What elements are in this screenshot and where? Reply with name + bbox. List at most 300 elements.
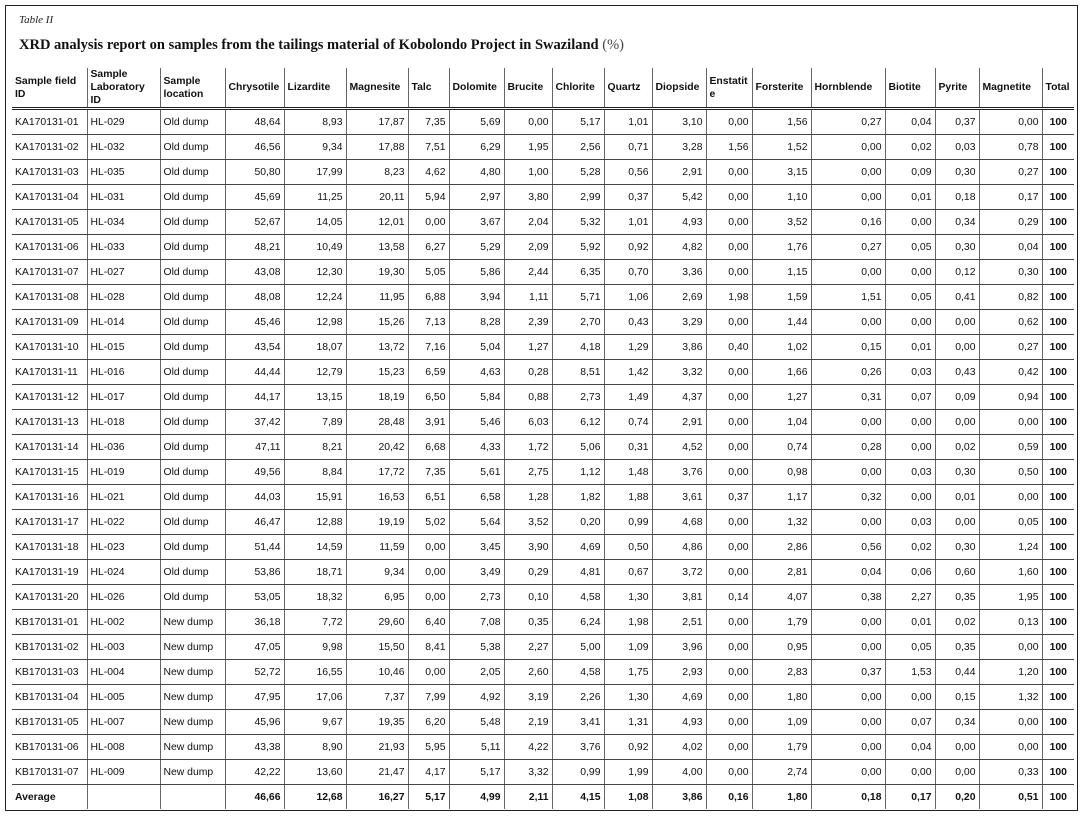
table-cell: 0,00 (706, 435, 752, 460)
table-cell: 0,00 (706, 260, 752, 285)
table-cell: 1,60 (979, 560, 1042, 585)
table-cell: 2,04 (504, 210, 552, 235)
table-row (12, 310, 1074, 335)
table-row (12, 510, 1074, 535)
table-row (12, 260, 1074, 285)
table-cell: 8,23 (346, 160, 408, 185)
column-header: Magnetite (979, 68, 1042, 109)
table-cell: 2,51 (652, 610, 706, 635)
table-cell: 0,92 (604, 735, 652, 760)
table-cell: 15,23 (346, 360, 408, 385)
table-cell: 0,00 (811, 710, 885, 735)
column-header: Biotite (885, 68, 935, 109)
table-cell: 0,07 (885, 385, 935, 410)
table-cell: 3,41 (552, 710, 604, 735)
table-cell: 0,00 (408, 660, 449, 685)
table-cell: 1,79 (752, 610, 811, 635)
table-cell: 0,16 (811, 210, 885, 235)
table-cell: 2,27 (504, 635, 552, 660)
table-cell: 0,34 (935, 210, 979, 235)
table-cell: New dump (160, 760, 225, 785)
table-cell: 3,52 (504, 510, 552, 535)
table-cell: 2,11 (504, 785, 552, 810)
table-cell: 48,08 (225, 285, 284, 310)
table-cell: 1,32 (752, 510, 811, 535)
table-row (12, 535, 1074, 560)
table-cell: 0,00 (706, 610, 752, 635)
table-cell: New dump (160, 610, 225, 635)
table-cell: 100 (1042, 385, 1074, 410)
table-cell: 6,12 (552, 410, 604, 435)
column-header: Lizardite (284, 68, 346, 109)
table-cell: 0,00 (979, 735, 1042, 760)
table-cell: HL-016 (87, 360, 160, 385)
table-cell: 0,00 (706, 535, 752, 560)
table-cell: Old dump (160, 435, 225, 460)
table-cell: 0,16 (706, 785, 752, 810)
table-cell: 37,42 (225, 410, 284, 435)
table-cell: KA170131-12 (12, 385, 87, 410)
table-cell: 0,78 (979, 135, 1042, 160)
table-cell: 2,39 (504, 310, 552, 335)
table-cell: 0,03 (935, 135, 979, 160)
table-cell: 0,37 (935, 109, 979, 135)
table-cell: HL-026 (87, 585, 160, 610)
table-cell: 0,02 (885, 535, 935, 560)
table-cell (87, 785, 160, 810)
table-cell: 100 (1042, 785, 1074, 810)
table-cell: 100 (1042, 285, 1074, 310)
table-cell: 2,73 (552, 385, 604, 410)
table-cell: 20,42 (346, 435, 408, 460)
table-cell: 17,88 (346, 135, 408, 160)
table-cell: 0,20 (935, 785, 979, 810)
table-cell: 0,02 (935, 435, 979, 460)
table-cell: 0,00 (885, 210, 935, 235)
table-cell: 0,00 (979, 109, 1042, 135)
table-cell: 46,56 (225, 135, 284, 160)
table-cell: KA170131-11 (12, 360, 87, 385)
table-cell: 45,46 (225, 310, 284, 335)
table-cell: 5,86 (449, 260, 504, 285)
table-cell: 5,94 (408, 185, 449, 210)
table-cell: 9,98 (284, 635, 346, 660)
table-cell: HL-018 (87, 410, 160, 435)
table-cell: 18,32 (284, 585, 346, 610)
table-cell: 100 (1042, 410, 1074, 435)
table-cell: 0,01 (885, 335, 935, 360)
table-cell: 4,81 (552, 560, 604, 585)
table-cell: 4,17 (408, 760, 449, 785)
table-cell: 1,01 (604, 210, 652, 235)
table-cell: 3,36 (652, 260, 706, 285)
table-cell: 2,19 (504, 710, 552, 735)
table-cell: 0,27 (811, 235, 885, 260)
table-cell: 0,43 (604, 310, 652, 335)
table-cell: 2,56 (552, 135, 604, 160)
table-cell: HL-014 (87, 310, 160, 335)
table-cell: 0,00 (706, 185, 752, 210)
table-cell: HL-005 (87, 685, 160, 710)
table-cell: KA170131-17 (12, 510, 87, 535)
table-cell: HL-009 (87, 760, 160, 785)
table-cell: 1,10 (752, 185, 811, 210)
table-cell: 100 (1042, 535, 1074, 560)
table-cell: 0,35 (504, 610, 552, 635)
table-row (12, 610, 1074, 635)
table-cell: 3,90 (504, 535, 552, 560)
table-cell: 0,00 (811, 610, 885, 635)
table-cell: 0,59 (979, 435, 1042, 460)
table-cell: 0,02 (885, 135, 935, 160)
table-cell: 52,67 (225, 210, 284, 235)
table-cell: 47,11 (225, 435, 284, 460)
table-cell: 0,27 (979, 160, 1042, 185)
column-header: Diopside (652, 68, 706, 109)
table-row (12, 735, 1074, 760)
table-cell: 46,66 (225, 785, 284, 810)
table-cell: 47,05 (225, 635, 284, 660)
table-cell: 4,18 (552, 335, 604, 360)
table-cell: 1,32 (979, 685, 1042, 710)
table-cell: 36,18 (225, 610, 284, 635)
table-cell: Old dump (160, 385, 225, 410)
table-cell: 0,00 (408, 535, 449, 560)
table-cell: 1,27 (752, 385, 811, 410)
table-cell: 2,09 (504, 235, 552, 260)
table-cell: 0,50 (604, 535, 652, 560)
table-cell: KB170131-02 (12, 635, 87, 660)
table-cell: 0,00 (811, 735, 885, 760)
table-cell: 5,69 (449, 109, 504, 135)
table-cell: 6,88 (408, 285, 449, 310)
column-header: Chrysotile (225, 68, 284, 109)
table-cell: 45,69 (225, 185, 284, 210)
table-cell: 100 (1042, 109, 1074, 135)
table-cell: 1,52 (752, 135, 811, 160)
column-header: Sample Laboratory ID (87, 68, 160, 109)
table-row (12, 135, 1074, 160)
table-cell: 0,17 (885, 785, 935, 810)
table-cell: 0,00 (935, 510, 979, 535)
table-cell: 2,83 (752, 660, 811, 685)
table-cell: 5,29 (449, 235, 504, 260)
table-cell: 11,95 (346, 285, 408, 310)
table-cell: 0,00 (408, 585, 449, 610)
table-cell: 7,35 (408, 460, 449, 485)
table-cell: 0,20 (552, 510, 604, 535)
table-cell: 12,68 (284, 785, 346, 810)
table-cell: 0,00 (706, 660, 752, 685)
table-cell: 2,27 (885, 585, 935, 610)
table-cell: 5,06 (552, 435, 604, 460)
table-cell: 5,46 (449, 410, 504, 435)
column-header: Chlorite (552, 68, 604, 109)
table-cell: 8,84 (284, 460, 346, 485)
table-cell: 4,07 (752, 585, 811, 610)
table-cell: KB170131-01 (12, 610, 87, 635)
table-cell: 3,86 (652, 785, 706, 810)
table-cell: 0,00 (935, 310, 979, 335)
table-cell: 1,53 (885, 660, 935, 685)
table-cell: 100 (1042, 510, 1074, 535)
table-cell: 1,51 (811, 285, 885, 310)
table-cell: 21,47 (346, 760, 408, 785)
table-cell: 0,00 (706, 160, 752, 185)
table-cell: KB170131-04 (12, 685, 87, 710)
table-cell: 5,02 (408, 510, 449, 535)
table-cell: 1,17 (752, 485, 811, 510)
table-cell: 8,51 (552, 360, 604, 385)
column-header: Forsterite (752, 68, 811, 109)
table-cell: HL-004 (87, 660, 160, 685)
table-row (12, 160, 1074, 185)
table-cell: 100 (1042, 610, 1074, 635)
table-cell: 0,50 (979, 460, 1042, 485)
table-cell: 1,98 (604, 610, 652, 635)
table-cell: 0,30 (935, 535, 979, 560)
table-cell: HL-032 (87, 135, 160, 160)
table-cell: 100 (1042, 760, 1074, 785)
table-cell: 1,82 (552, 485, 604, 510)
table-cell: 0,05 (885, 235, 935, 260)
table-cell: 100 (1042, 710, 1074, 735)
table-cell: 7,37 (346, 685, 408, 710)
table-cell: Old dump (160, 260, 225, 285)
table-cell: 0,00 (885, 685, 935, 710)
table-cell: 0,31 (604, 435, 652, 460)
table-cell: HL-036 (87, 435, 160, 460)
table-row (12, 460, 1074, 485)
table-cell: 2,93 (652, 660, 706, 685)
table-cell: 100 (1042, 585, 1074, 610)
table-cell: 44,03 (225, 485, 284, 510)
table-cell: 100 (1042, 635, 1074, 660)
table-cell: 100 (1042, 310, 1074, 335)
table-cell: 7,89 (284, 410, 346, 435)
table-cell: 9,34 (284, 135, 346, 160)
table-cell: 0,99 (604, 510, 652, 535)
table-cell: 1,59 (752, 285, 811, 310)
table-cell: 48,21 (225, 235, 284, 260)
table-cell: 5,64 (449, 510, 504, 535)
table-cell: 20,11 (346, 185, 408, 210)
table-cell: 0,41 (935, 285, 979, 310)
table-cell: 51,44 (225, 535, 284, 560)
table-cell: 5,00 (552, 635, 604, 660)
table-cell: KA170131-02 (12, 135, 87, 160)
table-cell: 5,92 (552, 235, 604, 260)
table-cell: Old dump (160, 135, 225, 160)
column-header: Sample field ID (12, 68, 87, 109)
table-cell: 2,70 (552, 310, 604, 335)
table-cell: 3,94 (449, 285, 504, 310)
table-cell: 100 (1042, 235, 1074, 260)
table-cell: 0,00 (706, 235, 752, 260)
table-cell: 1,72 (504, 435, 552, 460)
table-cell: 5,28 (552, 160, 604, 185)
table-cell: 0,01 (885, 610, 935, 635)
table-cell: Old dump (160, 109, 225, 135)
table-cell: KA170131-10 (12, 335, 87, 360)
table-cell: 5,84 (449, 385, 504, 410)
table-cell: 0,95 (752, 635, 811, 660)
table-cell: 6,29 (449, 135, 504, 160)
table-row (12, 385, 1074, 410)
table-cell: 11,59 (346, 535, 408, 560)
table-cell: 7,51 (408, 135, 449, 160)
table-cell: 0,00 (706, 735, 752, 760)
table-cell: 3,49 (449, 560, 504, 585)
table-cell: 1,09 (604, 635, 652, 660)
table-cell: 1,28 (504, 485, 552, 510)
table-cell: 4,33 (449, 435, 504, 460)
table-cell: 44,44 (225, 360, 284, 385)
table-cell: 7,99 (408, 685, 449, 710)
table-cell: 0,35 (935, 585, 979, 610)
table-cell: 0,27 (811, 109, 885, 135)
table-cell: 3,52 (752, 210, 811, 235)
table-cell: 1,48 (604, 460, 652, 485)
table-cell: 100 (1042, 135, 1074, 160)
table-cell: 2,75 (504, 460, 552, 485)
table-cell: 0,88 (504, 385, 552, 410)
table-cell: 3,76 (552, 735, 604, 760)
table-cell: 0,00 (811, 160, 885, 185)
table-cell: HL-027 (87, 260, 160, 285)
table-cell: KA170131-08 (12, 285, 87, 310)
table-cell: 1,27 (504, 335, 552, 360)
table-cell: 100 (1042, 735, 1074, 760)
table-cell: 0,00 (811, 410, 885, 435)
table-cell: 15,91 (284, 485, 346, 510)
table-cell: 6,95 (346, 585, 408, 610)
table-cell: 28,48 (346, 410, 408, 435)
table-cell: 2,60 (504, 660, 552, 685)
table-cell: 3,32 (504, 760, 552, 785)
table-cell: HL-034 (87, 210, 160, 235)
table-cell: 1,95 (979, 585, 1042, 610)
table-cell: 5,11 (449, 735, 504, 760)
table-cell: 0,01 (885, 185, 935, 210)
table-title (19, 36, 624, 54)
table-cell: 12,98 (284, 310, 346, 335)
table-cell: 0,12 (935, 260, 979, 285)
table-cell: New dump (160, 735, 225, 760)
table-cell: 0,00 (935, 735, 979, 760)
table-cell: 1,49 (604, 385, 652, 410)
table-cell: 7,35 (408, 109, 449, 135)
table-cell: 0,42 (979, 360, 1042, 385)
table-cell: 0,51 (979, 785, 1042, 810)
table-cell: 52,72 (225, 660, 284, 685)
table-cell: 3,19 (504, 685, 552, 710)
table-cell: 11,25 (284, 185, 346, 210)
table-cell: 1,98 (706, 285, 752, 310)
table-cell: 0,28 (504, 360, 552, 385)
table-cell: 6,51 (408, 485, 449, 510)
table-cell: 0,98 (752, 460, 811, 485)
table-cell: 4,80 (449, 160, 504, 185)
table-cell: 0,37 (811, 660, 885, 685)
table-cell: Old dump (160, 460, 225, 485)
table-cell: 0,94 (979, 385, 1042, 410)
table-cell: 100 (1042, 560, 1074, 585)
table-cell: Old dump (160, 510, 225, 535)
table-cell: 0,04 (885, 109, 935, 135)
table-cell: 4,22 (504, 735, 552, 760)
table-cell: 100 (1042, 335, 1074, 360)
table-cell: 0,00 (885, 310, 935, 335)
table-cell: KA170131-03 (12, 160, 87, 185)
table-cell: KA170131-09 (12, 310, 87, 335)
table-cell: 0,00 (979, 635, 1042, 660)
table-cell: 0,00 (885, 485, 935, 510)
table-cell: 0,02 (935, 610, 979, 635)
table-cell: 2,26 (552, 685, 604, 710)
table-cell: HL-029 (87, 109, 160, 135)
column-header: Pyrite (935, 68, 979, 109)
table-cell: 0,34 (935, 710, 979, 735)
table-cell: 0,26 (811, 360, 885, 385)
table-cell: 2,05 (449, 660, 504, 685)
table-cell: Average (15, 791, 56, 803)
table-cell: 0,00 (706, 760, 752, 785)
table-cell: KB170131-07 (12, 760, 87, 785)
table-cell: 0,92 (604, 235, 652, 260)
table-cell: 8,21 (284, 435, 346, 460)
table-cell: 0,38 (811, 585, 885, 610)
table-cell: 6,20 (408, 710, 449, 735)
table-cell: 100 (1042, 185, 1074, 210)
table-cell: 4,93 (652, 710, 706, 735)
table-cell: KA170131-18 (12, 535, 87, 560)
table-cell: 0,00 (408, 210, 449, 235)
table-cell: 12,01 (346, 210, 408, 235)
table-cell: 100 (1042, 435, 1074, 460)
table-cell: 0,00 (885, 760, 935, 785)
table-cell: 8,90 (284, 735, 346, 760)
table-cell: 0,15 (935, 685, 979, 710)
table-cell: 17,87 (346, 109, 408, 135)
table-cell: 1,20 (979, 660, 1042, 685)
table-cell: 4,62 (408, 160, 449, 185)
table-row (12, 585, 1074, 610)
table-cell: 4,99 (449, 785, 504, 810)
table-cell: 1,01 (604, 109, 652, 135)
table-cell: 2,91 (652, 410, 706, 435)
table-cell: 0,00 (811, 510, 885, 535)
table-cell: 8,28 (449, 310, 504, 335)
table-row (12, 335, 1074, 360)
table-cell: 42,22 (225, 760, 284, 785)
table-cell: 5,17 (449, 760, 504, 785)
table-cell: 0,00 (706, 360, 752, 385)
table-cell: 0,28 (811, 435, 885, 460)
table-row (12, 560, 1074, 585)
table-cell: 0,00 (811, 310, 885, 335)
table-cell: 5,05 (408, 260, 449, 285)
table-cell: HL-017 (87, 385, 160, 410)
table-cell: 5,17 (408, 785, 449, 810)
table-cell: 0,00 (811, 635, 885, 660)
table-cell: KA170131-20 (12, 585, 87, 610)
table-cell: HL-035 (87, 160, 160, 185)
table-cell: 1,95 (504, 135, 552, 160)
column-header: Dolomite (449, 68, 504, 109)
table-cell: 0,05 (885, 635, 935, 660)
table-cell: 19,30 (346, 260, 408, 285)
